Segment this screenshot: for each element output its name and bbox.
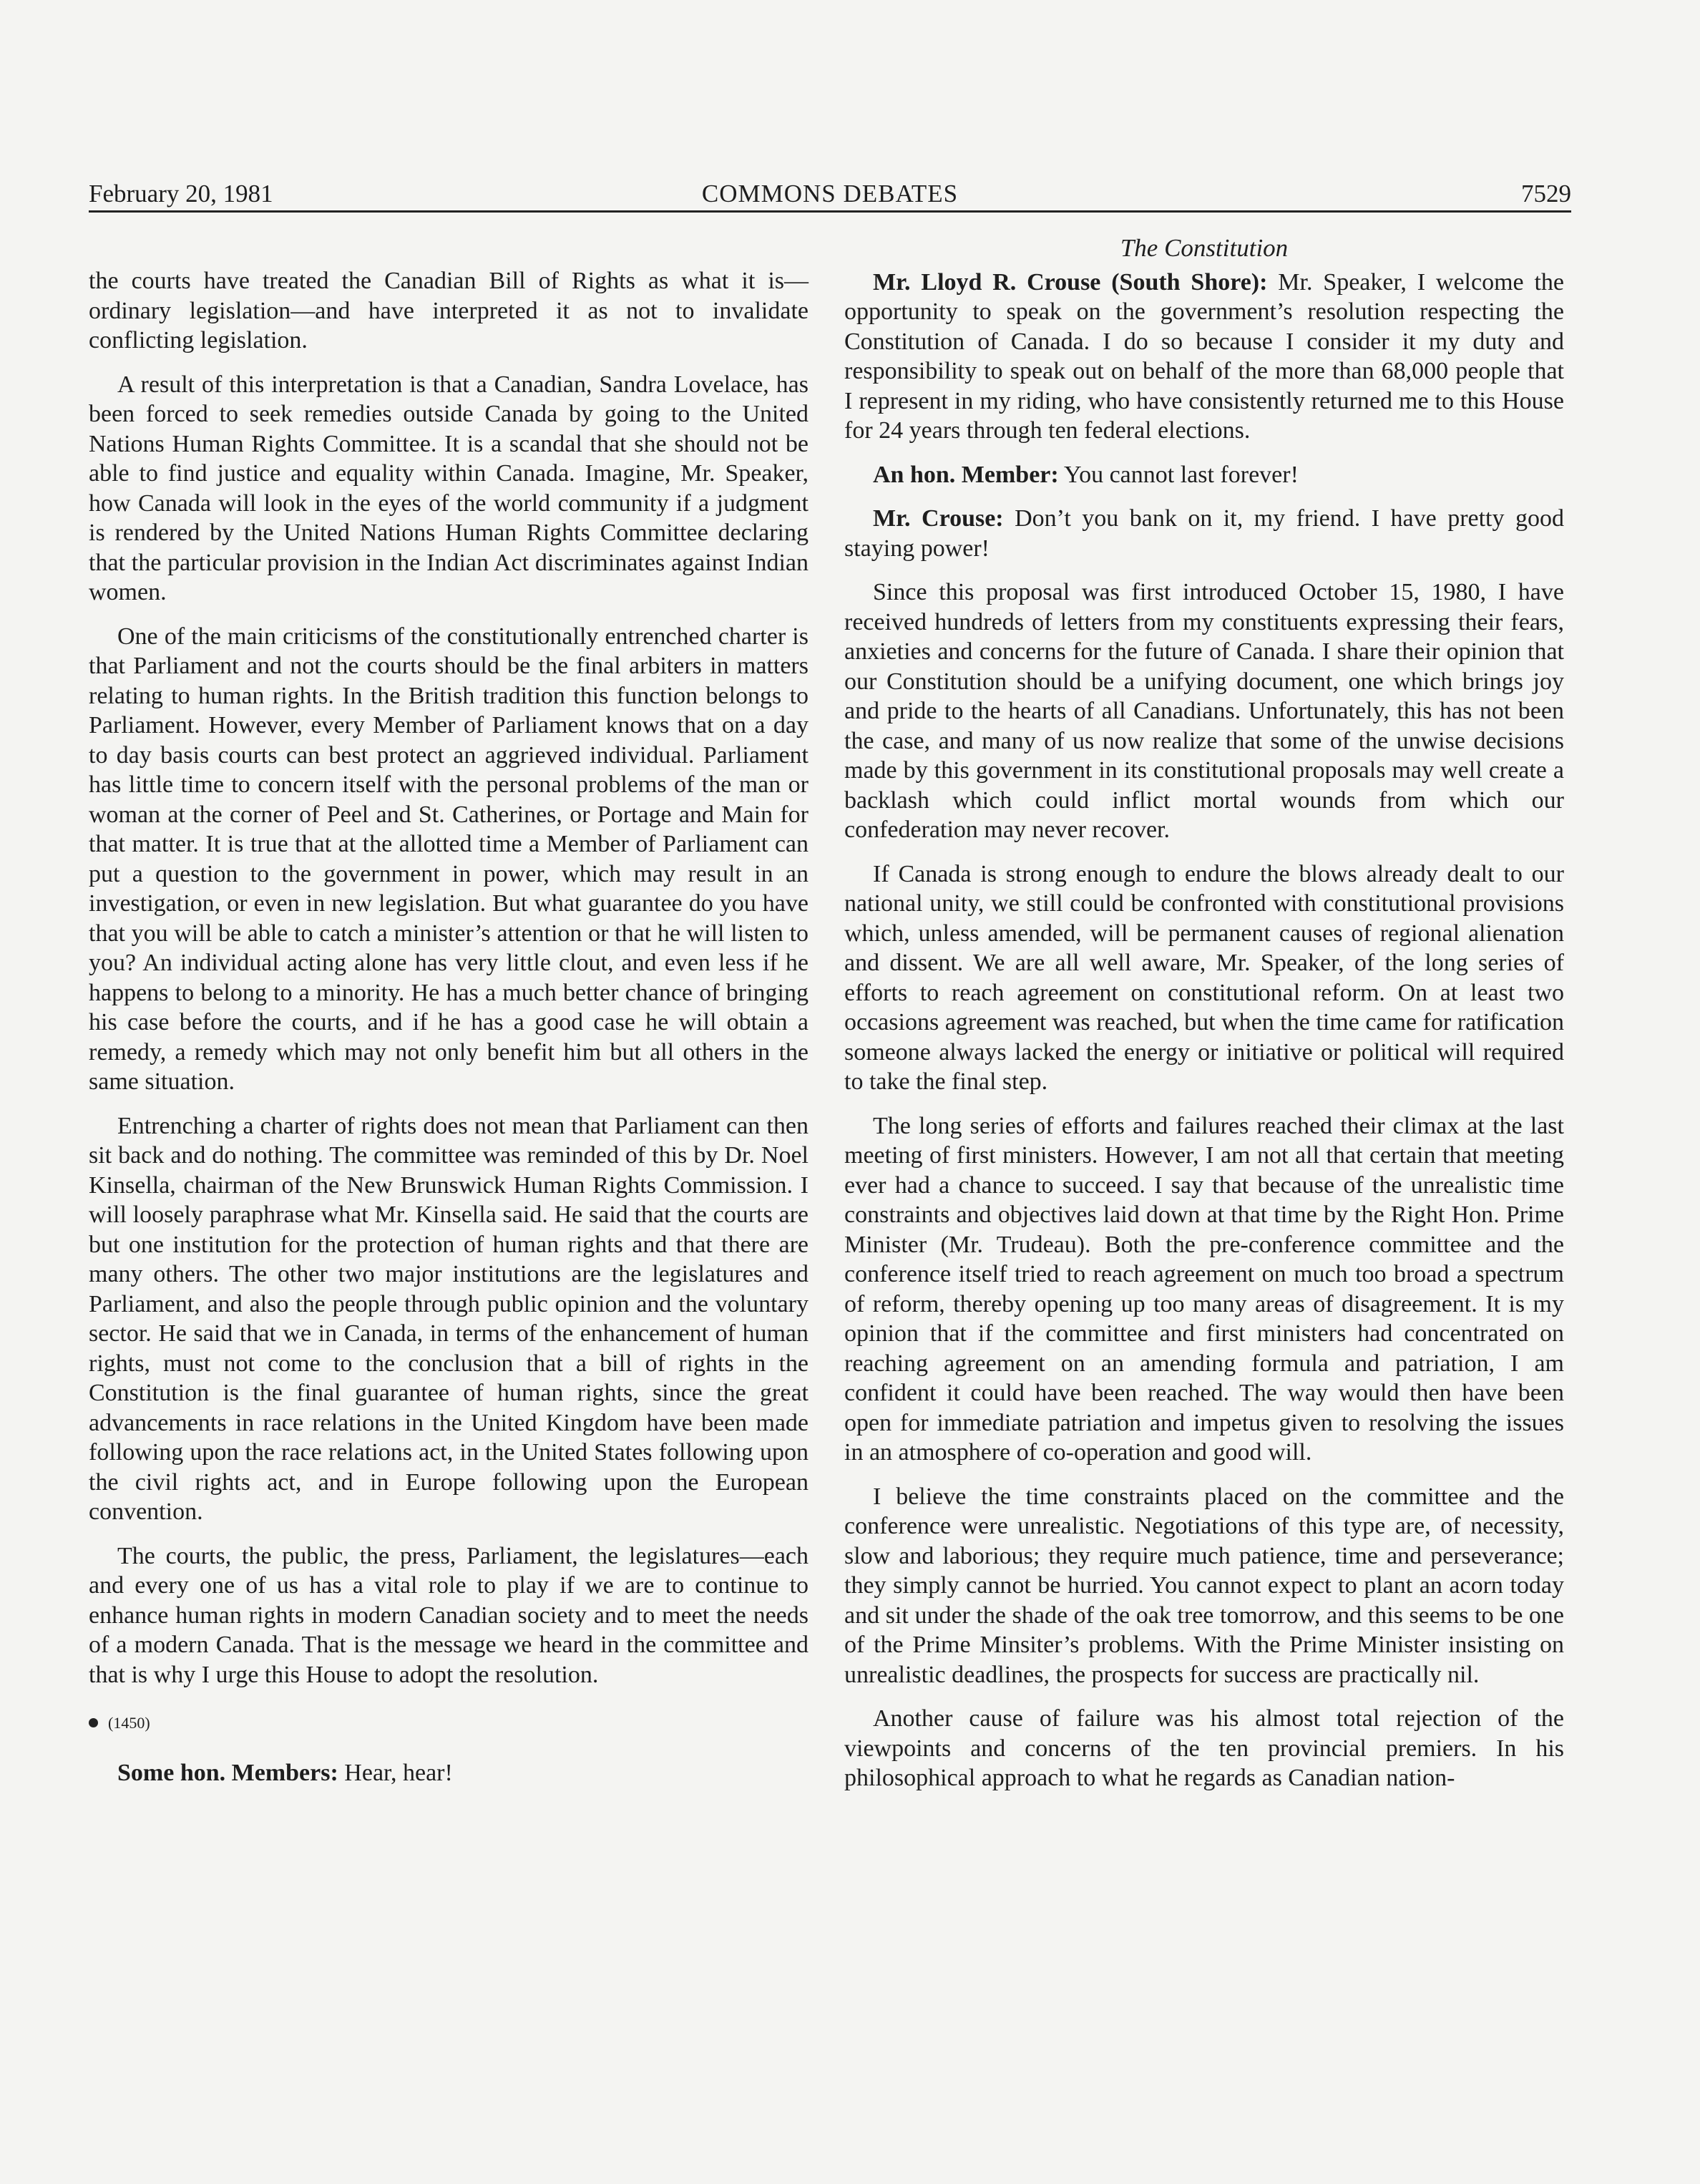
crouse-reply-text: Don’t you bank on it, my friend. I have pretty good staying power! (844, 505, 1564, 562)
header-title: COMMONS DEBATES (701, 180, 959, 208)
right-paragraph-4: I believe the time constraints placed on the committee and the conference were unrealistic. Negotiations of this type are, of necessity, slow and laborious; they require much patience, time and perseverance; they simply cannot be hurried. You cannot expect to plant an acorn today and sit under the shade of the oak tree tomorrow, and this seems to be one of the Prime Minsiter’s problems. With the Prime Minister insisting on unrealistic deadlines, the prospects for success are practically nil. (844, 1483, 1564, 1688)
left-paragraph-1: the courts have treated the Canadian Bill of Rights as what it is—ordinary legislation—and have interpreted it as not to invalidate conflicting legislation. (89, 268, 809, 354)
speech-crouse-intro-text: Mr. Speaker, I welcome the opportunity to speak on the government’s resolution respecting the Constitution of Canada. I do so because I consider it my duty and responsibility to speak out on behalf of the more than 68,000 people that I represent in my riding, who have consistently returned me to this House for 24 years through ten federal elections. (844, 268, 1564, 444)
interjection-member-text: You cannot last forever! (1058, 461, 1299, 488)
crouse-reply (844, 504, 1564, 563)
right-paragraph-1: Since this proposal was first introduced October 15, 1980, I have received hundreds of letters from my constituents expressing their fears, anxieties and concerns for the future of Canada. I share their opinion that our Constitution should be a unifying document, one which brings joy and pride to the hearts of all Canadians. Unfortunately, this has not been the case, and many of us now realize that some of the unwise decisions made by this government in its constitutional proposals may well create a backlash which could inflict mortal wounds from which our confederation may never recover. (844, 579, 1564, 843)
left-interjection (89, 1758, 809, 1788)
time-marker (89, 1708, 809, 1738)
page-header (89, 177, 1571, 213)
left-paragraph-5: The courts, the public, the press, Parliament, the legislatures—each and every one of us has a vital role to play if we are to continue to enhance human rights in modern Canadian society and to meet the needs of a modern Canada. That is the message we heard in the committee and that is why I urge this House to adopt the resolution. (89, 1542, 809, 1688)
right-interjection (844, 460, 1564, 490)
interjection-speaker-member: An hon. Member: (873, 461, 1059, 488)
right-paragraph-2: If Canada is strong enough to endure the blows already dealt to our national unity, we still could be confronted with constitutional provisions which, unless amended, will be permanent causes of regional alienation and dissent. We are all well aware, Mr. Speaker, of the long series of efforts to reach agreement on constitutional reform. On at least two occasions agreement was reached, but when the time came for ratification someone always lacked the energy or initiative or political will required to take the final step. (844, 860, 1564, 1095)
timestamp-text: (1450) (108, 1714, 150, 1732)
left-paragraph-3: One of the main criticisms of the constitutionally entrenched charter is that Parliament and not the courts should be the final arbiters in matters relating to human rights. In the British tradition this function belongs to Parliament. However, every Member of Parliament knows that on a day to day basis courts can best protect an aggrieved individual. Parliament has little time to concern itself with the personal problems of the man or woman at the corner of Peel and St. Catherines, or Portage and Main for that matter. It is true that at the allotted time a Member of Parliament can put a question to the government in power, which may result in an investigation, or even in new legislation. But what guarantee do you have that you will be able to catch a minister’s attention or that he will listen to you? An individual acting alone has very little clout, and even less if he happens to belong to a minority. He has a much better chance of bringing his case before the courts, and if he has a good case he will obtain a remedy, a remedy which may not only benefit him but all others in the same situation. (89, 623, 809, 1095)
right-column (844, 233, 1564, 1808)
interjection-speaker: Some hon. Members: (117, 1759, 338, 1786)
left-column (89, 266, 809, 1802)
right-paragraph-5: Another cause of failure was his almost total rejection of the viewpoints and concerns of the ten provincial premiers. In his philosophical approach to what he regards as Canadian nation- (844, 1705, 1564, 1791)
left-paragraph-2: A result of this interpretation is that a Canadian, Sandra Lovelace, has been forced to seek remedies outside Canada by going to the United Nations Human Rights Committee. It is a scandal that she should not be able to find justice and equality within Canada. Imagine, Mr. Speaker, how Canada will look in the eyes of the world community if a judgment is rendered by the United Nations Human Rights Committee declaring that the particular provision in the Indian Act discriminates against Indian women. (89, 371, 809, 605)
bullet-icon (89, 1718, 98, 1727)
interjection-text: Hear, hear! (338, 1759, 453, 1786)
header-page-number: 7529 (1521, 180, 1571, 208)
speech-crouse-intro (844, 268, 1564, 446)
left-paragraph-4: Entrenching a charter of rights does not mean that Parliament can then sit back and do nothing. The committee was reminded of this by Dr. Noel Kinsella, chairman of the New Brunswick Human Rights Commission. I will loosely paraphrase what Mr. Kinsella said. He said that the courts are but one institution for the protection of human rights and that there are many others. The other two major institutions are the legislatures and Parliament, and also the people through public opinion and the voluntary sector. He said that we in Canada, in terms of the enhancement of human rights, must not come to the conclusion that a bill of rights in the Constitution is the final guarantee of human rights, since the great advancements in race relations in the United Kingdom have been made following upon the race relations act, in the United States following upon the civil rights act, and in Europe following upon the European convention. (89, 1112, 809, 1525)
speaker-crouse: Mr. Crouse: (873, 505, 1004, 532)
right-paragraph-3: The long series of efforts and failures reached their climax at the last meeting of first ministers. However, I am not all that certain that meeting ever had a chance to succeed. I say that because of the unrealistic time constraints and objectives laid down at that time by the Right Hon. Prime Minister (Mr. Trudeau). Both the pre-conference committee and the conference itself tried to reach agreement on much too broad a spectrum of reform, thereby opening up too many areas of disagreement. It is my opinion that if the committee and first ministers had concentrated on reaching agreement on an amending formula and patriation, I am confident it could have been reached. The way would then have been open for immediate patriation and impetus given to resolving the issues in an atmosphere of co-operation and good will. (844, 1112, 1564, 1466)
header-date: February 20, 1981 (89, 180, 273, 208)
section-heading: The Constitution (1120, 234, 1289, 262)
speaker-crouse-full: Mr. Lloyd R. Crouse (South Shore): (873, 268, 1268, 296)
